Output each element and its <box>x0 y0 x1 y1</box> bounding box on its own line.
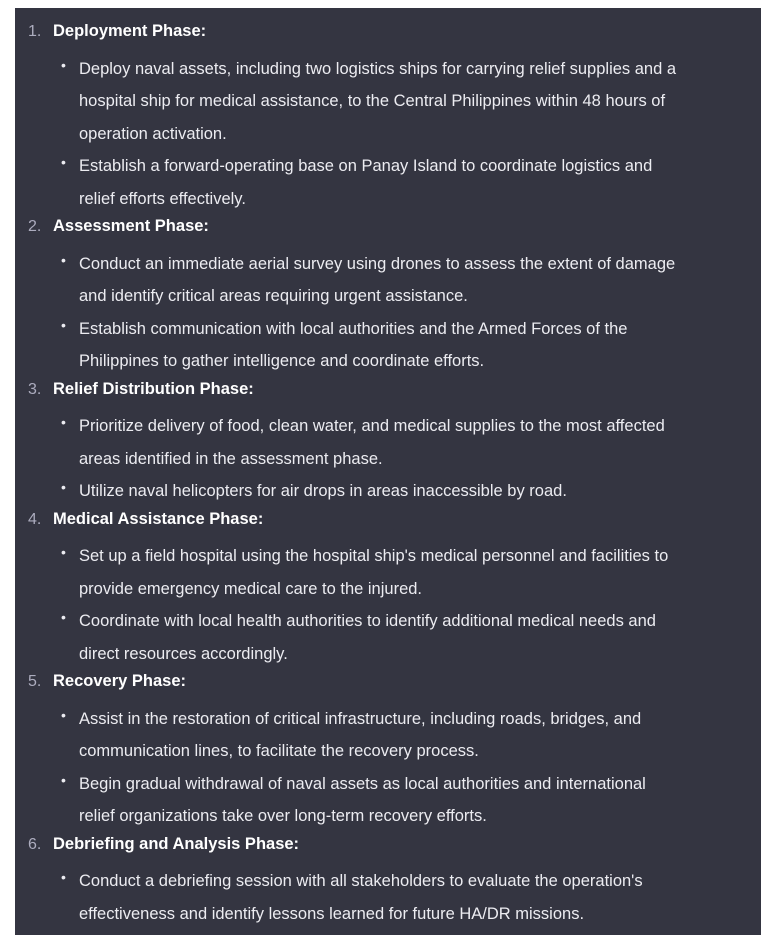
bullet-item <box>15 865 761 930</box>
phase-heading <box>15 508 761 541</box>
phase-heading <box>15 20 761 53</box>
phase-subitems <box>15 410 761 508</box>
bullet-item <box>15 540 761 605</box>
text-line: Philippines to gather intelligence and coordinate efforts. <box>79 352 485 370</box>
phase-title: Assessment Phase: <box>53 217 209 235</box>
bullet-icon: • <box>61 316 66 333</box>
bullet-item <box>15 313 761 378</box>
phase-list <box>15 20 761 930</box>
text-line: Conduct an immediate aerial survey using drones to assess the extent of damage <box>79 254 676 273</box>
phase-item <box>15 20 761 215</box>
text-line: provide emergency medical care to the injured. <box>79 579 423 598</box>
bullet-icon: • <box>61 869 66 885</box>
bullet-item <box>15 605 761 670</box>
text-line: Assist in the restoration of critical infrastructure, including roads, bridges, and <box>79 709 642 728</box>
bullet-icon: • <box>61 154 66 170</box>
bullet-icon: • <box>61 771 66 788</box>
phase-heading <box>15 833 761 866</box>
phase-item <box>15 215 761 378</box>
bullet-item <box>15 150 761 215</box>
phase-heading <box>15 670 761 703</box>
phase-number: 5. <box>28 673 42 690</box>
bullet-icon: • <box>61 251 66 268</box>
text-line: Prioritize delivery of food, clean water, and medical supplies to the most affected <box>79 417 665 435</box>
text-line: Set up a field hospital using the hospital ship's medical personnel and facilities to <box>79 547 669 565</box>
bullet-item <box>15 53 761 151</box>
phase-number: 3. <box>28 380 42 398</box>
bullet-item <box>15 475 761 508</box>
text-line: Utilize naval helicopters for air drops in areas inaccessible by road. <box>79 482 567 500</box>
bullet-icon: • <box>61 706 66 723</box>
text-line: Conduct a debriefing session with all stakeholders to evaluate the operation's <box>79 872 643 890</box>
phase-subitems <box>15 540 761 670</box>
phase-item <box>15 670 761 833</box>
phase-subitems <box>15 248 761 378</box>
phase-item <box>15 378 761 508</box>
phase-title: Medical Assistance Phase: <box>53 509 264 528</box>
phase-title: Recovery Phase: <box>53 672 186 690</box>
phase-subitems <box>15 53 761 216</box>
bullet-icon: • <box>61 479 66 495</box>
phase-heading <box>15 215 761 248</box>
phase-subitems <box>15 703 761 833</box>
bullet-item <box>15 410 761 475</box>
bullet-icon: • <box>61 544 66 560</box>
text-line: Establish a forward-operating base on Panay Island to coordinate logistics and <box>79 157 653 175</box>
text-line: hospital ship for medical assistance, to the Central Philippines within 48 hours of <box>79 92 666 110</box>
phase-number: 2. <box>28 218 42 235</box>
phase-title: Debriefing and Analysis Phase: <box>53 834 300 853</box>
phase-heading <box>15 378 761 411</box>
text-line: areas identified in the assessment phase. <box>79 449 383 468</box>
bullet-item <box>15 248 761 313</box>
phase-number: 6. <box>28 835 42 853</box>
chat-message-panel <box>15 8 761 935</box>
text-line: relief efforts effectively. <box>79 189 246 208</box>
text-line: relief organizations take over long-term recovery efforts. <box>79 807 487 825</box>
text-line: Deploy naval assets, including two logistics ships for carrying relief supplies and a <box>79 59 677 78</box>
bullet-icon: • <box>61 56 66 73</box>
phase-title: Deployment Phase: <box>53 22 207 40</box>
bullet-icon: • <box>61 414 66 430</box>
text-line: Coordinate with local health authorities to identify additional medical needs and <box>79 612 656 630</box>
phase-number: 1. <box>28 23 42 40</box>
text-line: Establish communication with local authorities and the Armed Forces of the <box>79 319 628 338</box>
text-line: Begin gradual withdrawal of naval assets as local authorities and international <box>79 774 646 793</box>
text-line: and identify critical areas requiring urgent assistance. <box>79 287 468 305</box>
text-line: direct resources accordingly. <box>79 644 288 663</box>
bullet-item <box>15 703 761 768</box>
phase-item <box>15 508 761 671</box>
bullet-icon: • <box>61 609 66 625</box>
phase-subitems <box>15 865 761 930</box>
text-line: effectiveness and identify lessons learned for future HA/DR missions. <box>79 904 585 923</box>
phase-title: Relief Distribution Phase: <box>53 379 254 398</box>
text-line: communication lines, to facilitate the recovery process. <box>79 742 479 760</box>
phase-number: 4. <box>28 510 42 528</box>
phase-item <box>15 833 761 931</box>
text-line: operation activation. <box>79 124 227 143</box>
bullet-item <box>15 768 761 833</box>
